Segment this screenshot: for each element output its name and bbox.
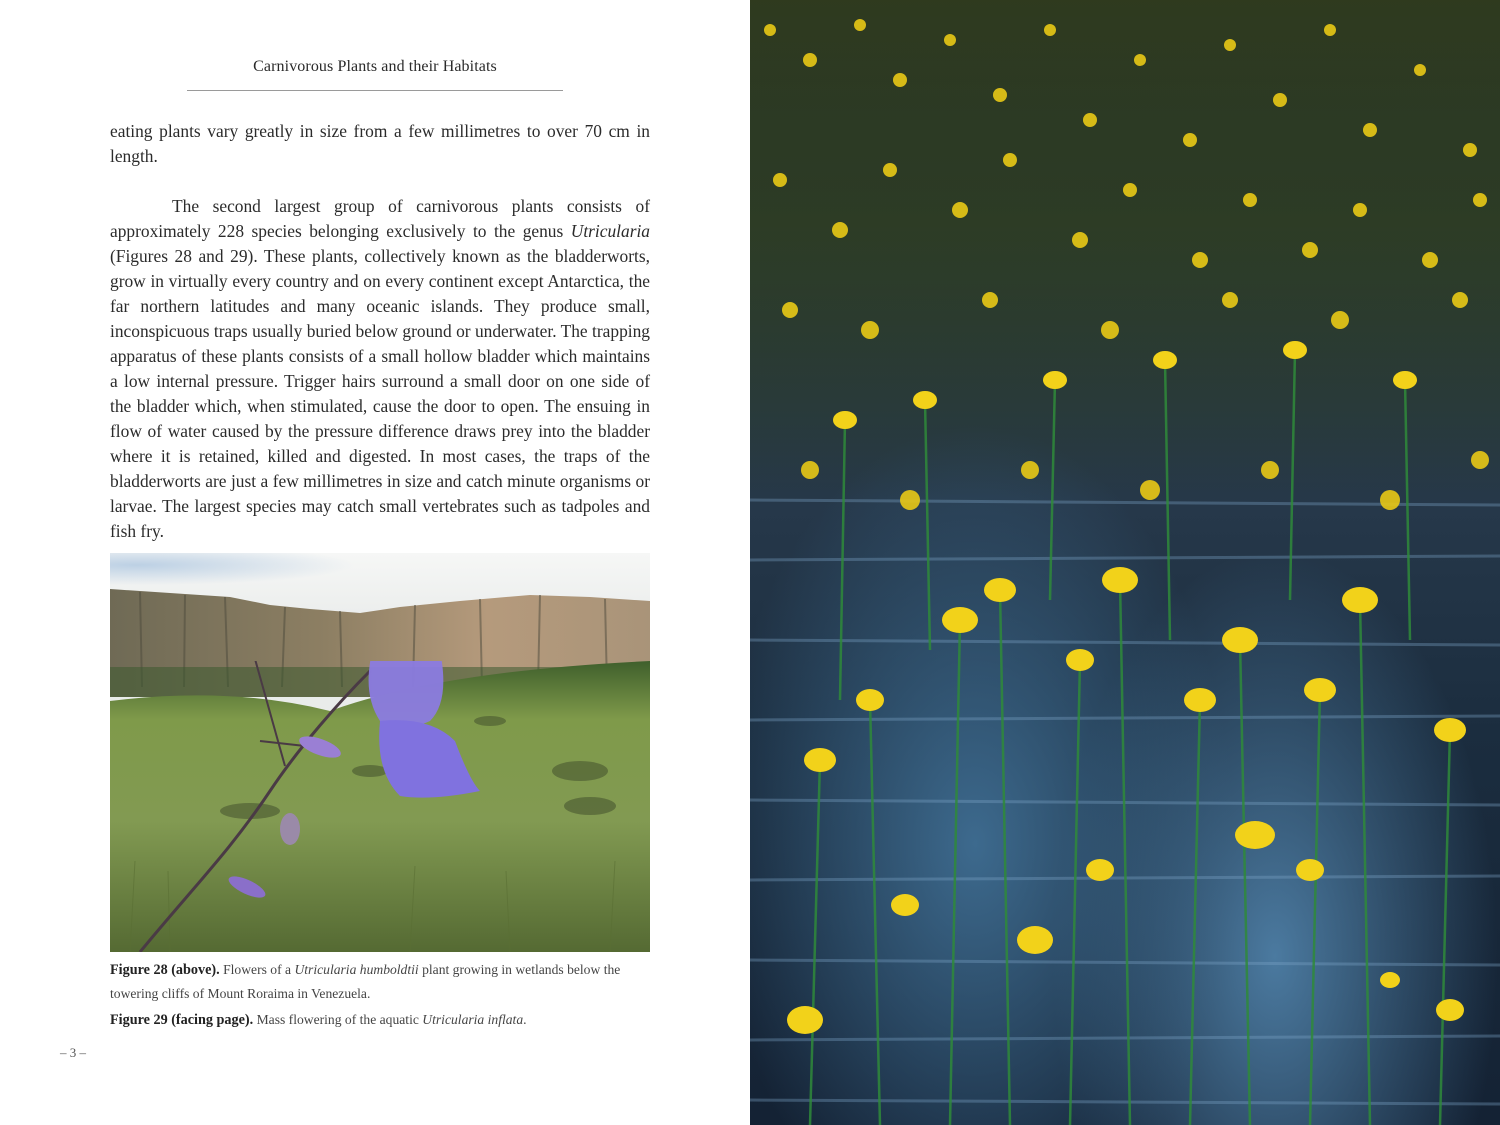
page-number: – 3 – — [60, 1045, 86, 1060]
paragraph-1: eating plants vary greatly in size from a few millimetres to over 70 cm in length. — [110, 121, 650, 166]
caption-29-text-b: . — [523, 1012, 527, 1027]
body-text — [110, 119, 650, 544]
caption-28-text-b: plant growing in wetlands below the towering cliffs of Mount Roraima in Venezuela. — [110, 962, 621, 1001]
figure-captions — [110, 958, 655, 1032]
grassland — [110, 661, 650, 952]
header-rule — [187, 90, 563, 91]
genus-name: Utricularia — [570, 221, 650, 241]
paragraph-2-text-a: The second largest group of carnivorous plants consists of approximately 228 species belonging exclusively to the genus — [110, 196, 650, 241]
figure-29-photo — [750, 0, 1500, 1125]
caption-28-species: Utricularia humboldtii — [294, 962, 419, 977]
caption-29-text-a: Mass flowering of the aquatic — [253, 1012, 423, 1027]
paragraph-2 — [110, 194, 650, 544]
yellow-flowers-water-illustration — [750, 0, 1500, 1125]
running-head: Carnivorous Plants and their Habitats — [253, 58, 497, 75]
caption-figure-29 — [110, 1008, 655, 1032]
caption-28-label: Figure 28 (above). — [110, 962, 220, 978]
paragraph-2-text-b: (Figures 28 and 29). These plants, collectively known as the bladderworts, grow in virtually every country and on every continent except Antarctica, the far northern latitudes and many oceanic islands. They produce small, inconspicuous traps usually buried below ground or underwater. The trapping apparatus of these plants consists of a small hollow bladder which maintains a low internal pressure. Trigger hairs surround a small door on one side of the bladder which, when stimulated, cause the door to open. The ensuing in flow of water caused by the pressure difference draws prey into the bladder where it is retained, killed and digested. In most cases, the traps of the bladderworts are just a few millimetres in size and catch minute organisms or larvae. The largest species may catch small vertebrates such as tadpoles and fish fry. — [110, 246, 650, 541]
caption-figure-28 — [110, 958, 655, 1005]
caption-29-species: Utricularia inflata — [422, 1012, 524, 1027]
caption-28-text-a: Flowers of a — [219, 962, 295, 977]
figure-28-photo — [110, 553, 650, 952]
caption-29-label: Figure 29 (facing page). — [110, 1012, 254, 1028]
